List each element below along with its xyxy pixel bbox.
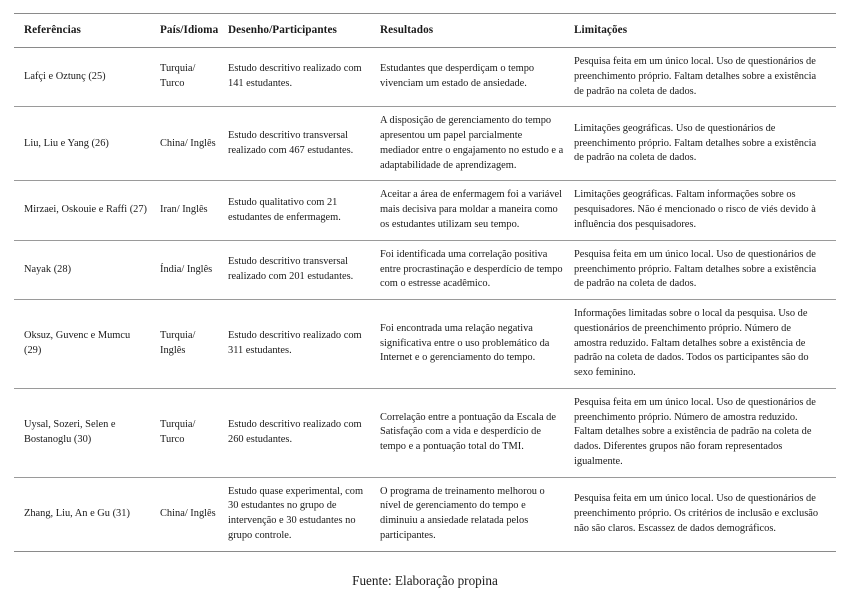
cell-pais-idioma: China/ Inglês (160, 477, 228, 551)
cell-resultados: Foi identificada uma correlação positiva entre procrastinação e desperdício de tempo com o estresse acadêmico. (380, 240, 574, 299)
cell-limitacoes: Limitações geográficas. Uso de questionários de preenchimento próprio. Faltam detalhes sobre a existência de padrão na coleta de dados. (574, 107, 836, 181)
table-row (14, 240, 836, 299)
table-row (14, 388, 836, 477)
cell-resultados: O programa de treinamento melhorou o nível de gerenciamento do tempo e diminuiu a ansiedade relatada pelos participantes. (380, 477, 574, 551)
cell-desenho: Estudo descritivo realizado com 311 estudantes. (228, 300, 380, 389)
cell-resultados: Foi encontrada uma relação negativa significativa entre o uso problemático da Internet e o gerenciamento do tempo. (380, 300, 574, 389)
cell-pais-idioma: Iran/ Inglês (160, 181, 228, 240)
column-header-limitacoes: Limitações (574, 24, 628, 36)
cell-limitacoes: Informações limitadas sobre o local da pesquisa. Uso de questionários de preenchimento próprio. Número de amostra reduzido. Faltam detalhes sobre a existência de padrão na coleta de dados. Todos os participantes são do sexo feminino. (574, 300, 836, 389)
cell-desenho: Estudo descritivo transversal realizado com 201 estudantes. (228, 240, 380, 299)
table-source-caption: Fuente: Elaboração propina (352, 572, 498, 588)
cell-referencia: Zhang, Liu, An e Gu (31) (14, 477, 160, 551)
column-header-pais-idioma: País/Idioma (160, 24, 219, 36)
cell-limitacoes: Pesquisa feita em um único local. Uso de questionários de preenchimento próprio. Os critérios de inclusão e exclusão não são claros. Escassez de dados demográficos. (574, 477, 836, 551)
cell-desenho: Estudo qualitativo com 21 estudantes de enfermagem. (228, 181, 380, 240)
cell-pais-idioma: Turquia/ Turco (160, 48, 228, 107)
cell-limitacoes: Limitações geográficas. Faltam informações sobre os pesquisadores. Não é mencionado o risco de viés devido à influência dos pesquisadores. (574, 181, 836, 240)
table-row (14, 300, 836, 389)
cell-limitacoes: Pesquisa feita em um único local. Uso de questionários de preenchimento próprio. Faltam detalhes sobre a existência de padrão na coleta de dados. (574, 48, 836, 107)
table-header-row (14, 14, 836, 48)
cell-referencia: Uysal, Sozeri, Selen e Bostanoglu (30) (14, 388, 160, 477)
cell-pais-idioma: Turquia/ Turco (160, 388, 228, 477)
cell-resultados: Aceitar a área de enfermagem foi a variável mais decisiva para moldar a maneira como os estudantes utilizam seu tempo. (380, 181, 574, 240)
cell-limitacoes: Pesquisa feita em um único local. Uso de questionários de preenchimento próprio. Número de amostra reduzido. Faltam detalhes sobre a existência de padrão na coleta de dados. Diferentes grupos não foram representados igualmente. (574, 388, 836, 477)
column-header-desenho-participantes: Desenho/Participantes (228, 24, 337, 36)
table-row (14, 107, 836, 181)
cell-limitacoes: Pesquisa feita em um único local. Uso de questionários de preenchimento próprio. Faltam detalhes sobre a existência de padrão na coleta de dados. (574, 240, 836, 299)
document-page (0, 13, 850, 588)
cell-resultados: A disposição de gerenciamento do tempo apresentou um papel parcialmente mediador entre o engajamento no estudo e a adaptabilidade de aprendizagem. (380, 107, 574, 181)
cell-referencia: Liu, Liu e Yang (26) (14, 107, 160, 181)
literature-review-table (14, 13, 836, 552)
table-row (14, 477, 836, 551)
table-header (14, 14, 836, 48)
table-row (14, 48, 836, 107)
cell-desenho: Estudo descritivo realizado com 141 estudantes. (228, 48, 380, 107)
table-row (14, 181, 836, 240)
cell-pais-idioma: Turquia/ Inglês (160, 300, 228, 389)
cell-referencia: Oksuz, Guvenc e Mumcu (29) (14, 300, 160, 389)
cell-resultados: Correlação entre a pontuação da Escala de Satisfação com a vida e desperdício de tempo e a pontuação total do TMI. (380, 388, 574, 477)
cell-desenho: Estudo descritivo realizado com 260 estudantes. (228, 388, 380, 477)
cell-pais-idioma: Índia/ Inglês (160, 240, 228, 299)
column-header-referencias: Referências (24, 24, 82, 36)
column-header-resultados: Resultados (380, 24, 434, 36)
cell-referencia: Nayak (28) (14, 240, 160, 299)
cell-referencia: Lafçi e Oztunç (25) (14, 48, 160, 107)
cell-desenho: Estudo descritivo transversal realizado com 467 estudantes. (228, 107, 380, 181)
cell-referencia: Mirzaei, Oskouie e Raffi (27) (14, 181, 160, 240)
cell-desenho: Estudo quase experimental, com 30 estudantes no grupo de intervenção e 30 estudantes no grupo controle. (228, 477, 380, 551)
table-body (14, 48, 836, 552)
cell-resultados: Estudantes que desperdiçam o tempo vivenciam um estado de ansiedade. (380, 48, 574, 107)
cell-pais-idioma: China/ Inglês (160, 107, 228, 181)
